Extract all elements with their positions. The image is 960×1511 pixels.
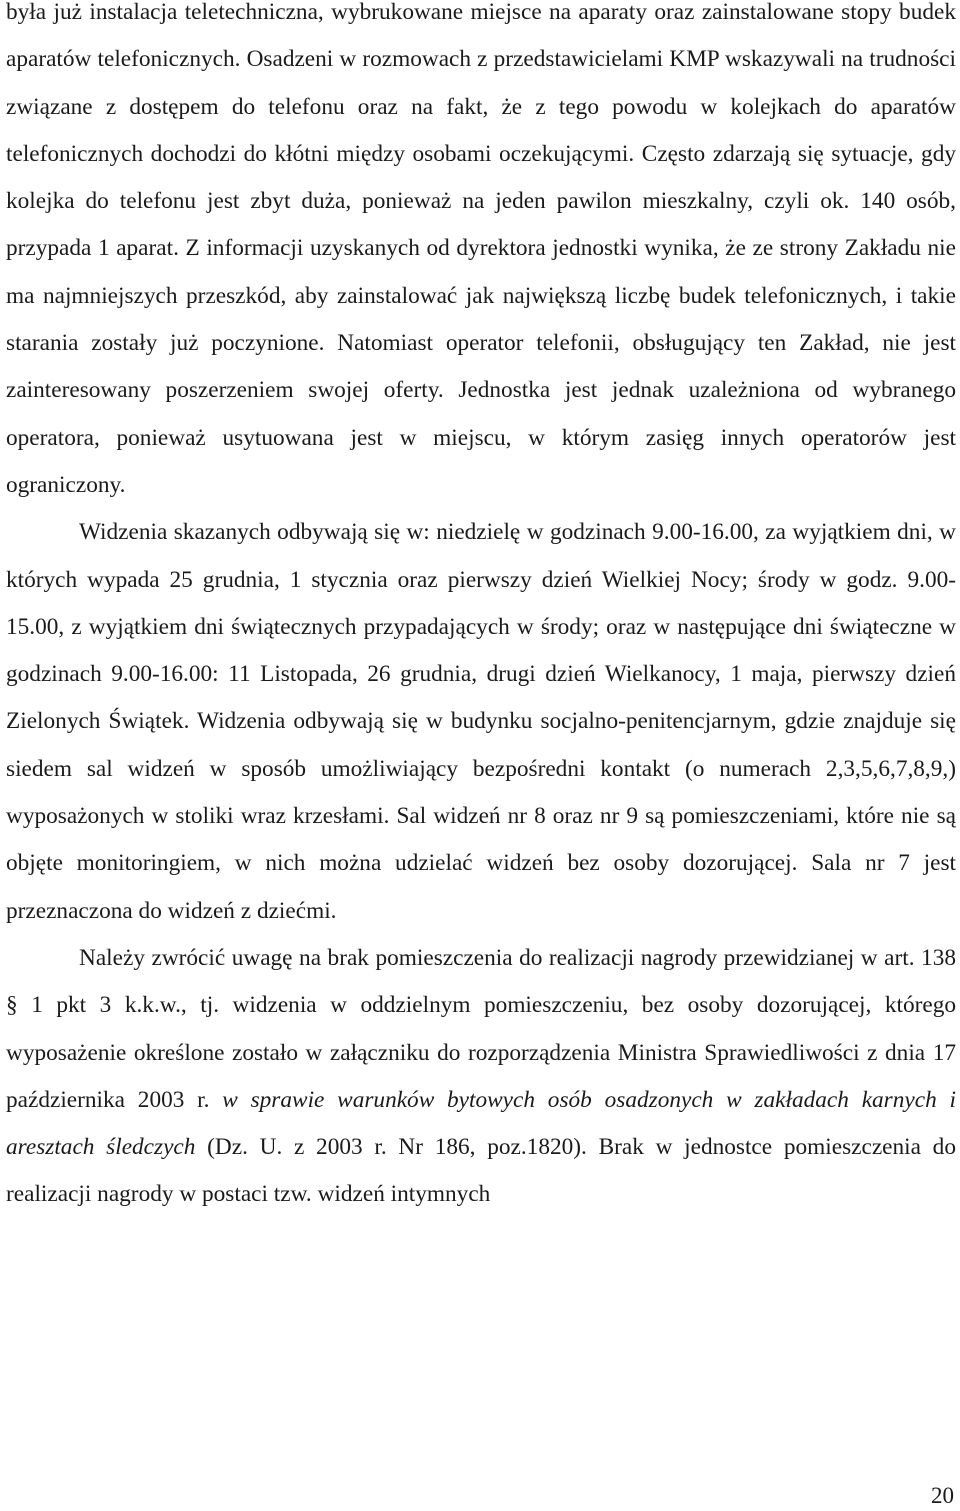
paragraph-reward-room [6, 935, 956, 1219]
paragraph-text: była już instalacja teletechniczna, wybrukowane miejsce na aparaty oraz zainstalowane stopy budek aparatów telefonicznych. Osadzeni w rozmowach z przedstawicielami KMP wskazywali na trudności związane z dostępem do telefonu oraz na fakt, że z tego powodu w kolejkach do aparatów telefonicznych dochodzi do kłótni między osobami oczekującymi. Często zdarzają się sytuacje, gdy kolejka do telefonu jest zbyt duża, ponieważ na jeden pawilon mieszkalny, czyli ok. 140 osób, przypada 1 aparat. Z informacji uzyskanych od dyrektora jednostki wynika, że ze strony Zakładu nie ma najmniejszych przeszkód, aby zainstalować jak największą liczbę budek telefonicznych, i takie starania zostały już poczynione. Natomiast operator telefonii, obsługujący ten Zakład, nie jest zainteresowany poszerzeniem swojej oferty. Jednostka jest jednak uzależniona od wybranego operatora, ponieważ usytuowana jest w miejscu, w którym zasięg innych operatorów jest ograniczony. [6, 0, 956, 498]
paragraph-visits [6, 509, 956, 935]
paragraph-telephones [6, 0, 956, 509]
paragraph-text: 1 pkt 3 k.k.w., tj. widzenia w oddzielnym pomieszczeniu, bez osoby dozorującej, którego wyposażenie określone zostało w załączniku do rozporządzenia Ministra Sprawiedliwości z dnia 17 października 2003 r. [6, 992, 957, 1113]
paragraph-text: (Dz. U. z 2003 r. Nr 186, poz.1820). Brak w jednostce pomieszczenia do realizacji nagrody w postaci tzw. widzeń intymnych [6, 1134, 956, 1208]
section-sign: § [6, 992, 18, 1019]
paragraph-text: Widzenia skazanych odbywają się w: niedzielę w godzinach 9.00-16.00, za wyjątkiem dni, w których wypada 25 grudnia, 1 stycznia oraz pierwszy dzień Wielkiej Nocy; środy w godz. 9.00-15.00, z wyjątkiem dni świątecznych przypadających w środy; oraz w następujące dni świąteczne w godzinach 9.00-16.00: 11 Listopada, 26 grudnia, drugi dzień Wielkanocy, 1 maja, pierwszy dzień Zielonych Świątek. Widzenia odbywają się w budynku socjalno-penitencjarnym, gdzie znajduje się siedem sal widzeń w sposób umożliwiający bezpośredni kontakt (o numerach 2,3,5,6,7,8,9,) wyposażonych w stoliki wraz krzesłami. Sal widzeń nr 8 oraz nr 9 są pomieszczeniami, które nie są objęte monitoringiem, w nich można udzielać widzeń bez osoby dozorującej. Sala nr 7 jest przeznaczona do widzeń z dziećmi. [6, 519, 956, 924]
paragraph-text: Należy zwrócić uwagę na brak pomieszczenia do realizacji nagrody przewidzianej w art. 138 [79, 944, 956, 971]
page-number: 20 [931, 1483, 954, 1508]
regulation-title: w sprawie warunków bytowych osób osadzonych w zakładach karnych i aresztach śledczych [6, 1086, 956, 1161]
document-page [6, 0, 956, 1219]
